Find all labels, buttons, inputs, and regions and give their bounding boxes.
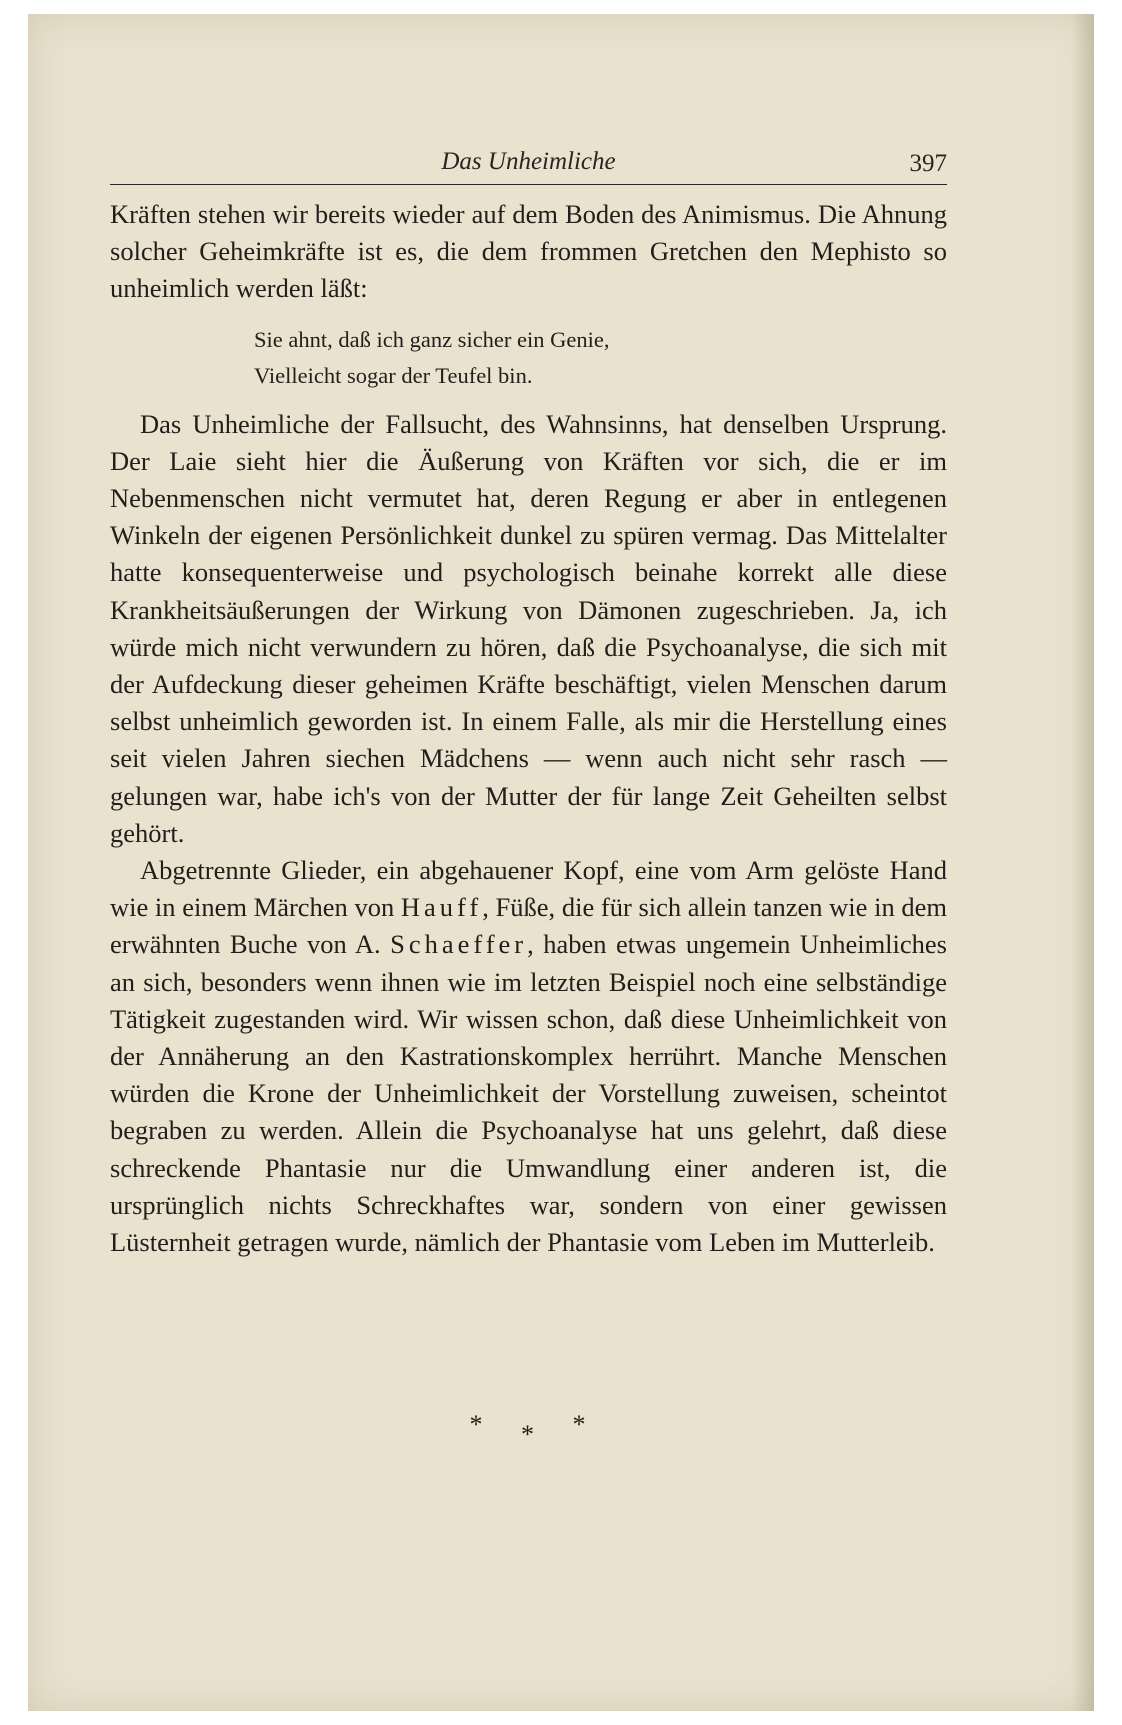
asterisk-right: * — [572, 1410, 588, 1439]
body-text — [110, 196, 947, 1261]
verse-quote — [254, 322, 947, 394]
page-number: 397 — [909, 150, 947, 177]
paragraph-3-part-b: , Füße, die für sich allein tanzen wie in dem erwähnten Buche von A. — [110, 892, 947, 960]
paragraph-3-part-a: Abgetrennte Glieder, ein abgehauener Kopf, eine vom Arm gelöste Hand wie in einem Märchen von — [110, 855, 947, 923]
asterisk-left: * — [469, 1410, 485, 1439]
paragraph-3 — [110, 852, 947, 1261]
page-edge-shadow — [1072, 14, 1094, 1711]
paragraph-3-part-c: , haben etwas ungemein Unheimliches an sich, besonders wenn ihnen wie im letzten Beispiel noch eine selbständige Tätigkeit zugestanden wird. Wir wissen schon, daß diese Unheimlichkeit von der Annäherung an den Kastrationskomplex herrührt. Manche Menschen würden die Krone der Unheimlichkeit der Vorstellung zuweisen, scheintot begraben zu werden. Allein die Psychoanalyse hat uns gelehrt, daß diese schreckende Phantasie nur die Umwandlung einer anderen ist, die ursprünglich nichts Schreckhaftes war, sondern von einer gewissen Lüsternheit getragen wurde, nämlich der Phantasie vom Leben im Mutterleib. — [110, 929, 947, 1258]
author-name-schaeffer: Schaeffer — [390, 929, 528, 960]
paragraph-2: Das Unheimliche der Fallsucht, des Wahnsinns, hat denselben Ursprung. Der Laie sieht hier die Äußerung von Kräften vor sich, die er im Nebenmenschen nicht vermutet hat, deren Regung er aber in entlegenen Winkeln der eigenen Persönlichkeit dunkel zu spüren vermag. Das Mittelalter hatte konsequenterweise und psychologisch beinahe korrekt alle diese Krankheitsäußerungen der Wirkung von Dämonen zugeschrieben. Ja, ich würde mich nicht verwundern zu hören, daß die Psychoanalyse, die sich mit der Aufdeckung dieser geheimen Kräfte beschäftigt, vielen Menschen darum selbst unheimlich geworden ist. In einem Falle, als mir die Herstellung eines seit vielen Jahren siechen Mädchens — wenn auch nicht sehr rasch — gelungen war, habe ich's von der Mutter der für lange Zeit Geheilten selbst gehört. — [110, 408, 947, 848]
verse-line-2: Vielleicht sogar der Teufel bin. — [254, 362, 533, 388]
section-separator — [110, 1410, 947, 1449]
running-head — [110, 148, 947, 185]
verse-line-1: Sie ahnt, daß ich ganz sicher ein Genie, — [254, 326, 610, 352]
asterisk-middle: * — [521, 1420, 536, 1449]
paragraph-1: Kräften stehen wir bereits wieder auf dem Boden des Animismus. Die Ahnung solcher Geheimkräfte ist es, die dem frommen Gretchen den Mephisto so unheimlich werden läßt: — [110, 199, 947, 304]
running-title: Das Unheimliche — [441, 148, 616, 175]
author-name-hauff: Hauff — [400, 892, 483, 923]
